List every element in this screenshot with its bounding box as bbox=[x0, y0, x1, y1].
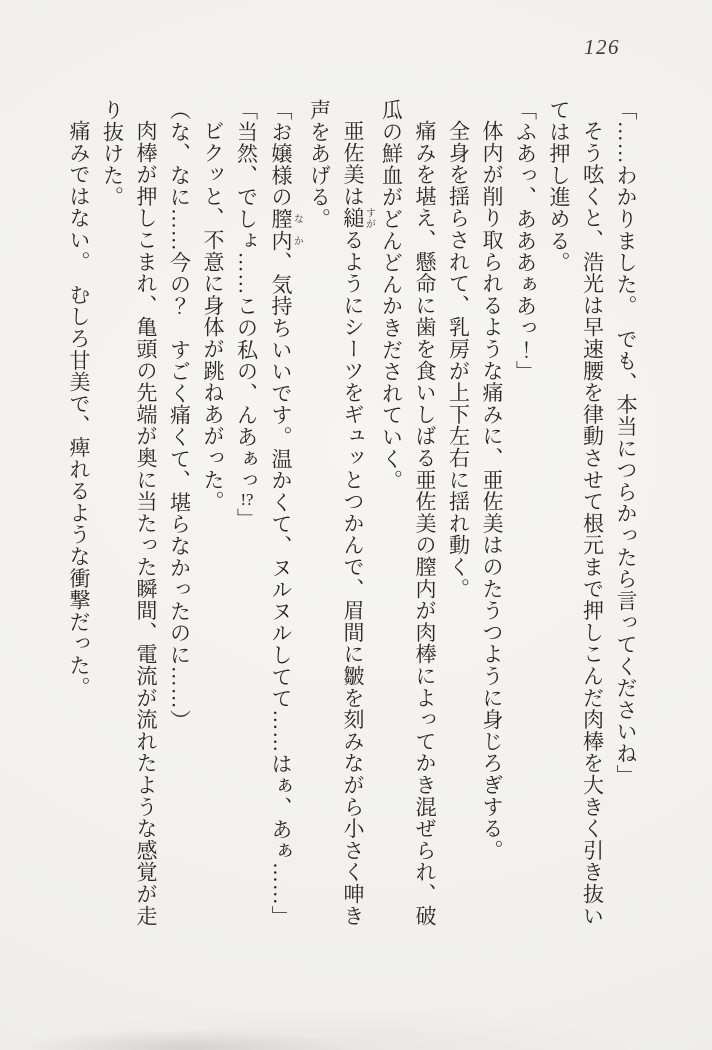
text-line-9: 亜佐美は縋すがるようにシーツをギュッとつかんで、眉間に皺を刻みながら小さく呻き bbox=[341, 120, 375, 927]
page-text bbox=[62, 99, 643, 969]
text-line-7: 痛みを堪え、懸命に歯を食いしばる亜佐美の膣内が肉棒によってかき混ぜられ、破 bbox=[413, 120, 437, 927]
text-line-3: ては押し進める。 bbox=[547, 99, 571, 274]
text-line-14: （な、なに……今の？ すごく痛くて、堪らなかったのに……） bbox=[167, 99, 192, 732]
text-line-16: り抜けた。 bbox=[100, 99, 125, 208]
text-line-12: 「当然、でしょ……この私の、んあぁっ!?」 bbox=[234, 99, 259, 531]
text-line-15: 肉棒が押しこまれ、亀頭の先端が奥に当たった瞬間、電流が流れたような感覚が走 bbox=[134, 120, 158, 927]
exclamation-question-mark: !? bbox=[240, 491, 254, 509]
text-line-10: 声をあげる。 bbox=[307, 99, 332, 230]
page-number: 126 bbox=[584, 35, 620, 59]
text-line-8: 瓜の鮮血がどんどんかきだされていく。 bbox=[379, 99, 404, 492]
furigana-base: 縋すが bbox=[341, 207, 375, 230]
furigana-base: 膣内なか bbox=[269, 208, 303, 252]
text-line-11: 「お嬢様の膣内なか、気持ちいいです。温かくて、ヌルヌルしてて……はぁ、あぁ……」 bbox=[269, 99, 303, 928]
furigana-text: すが bbox=[363, 207, 375, 230]
text-line-4: 「ふあっ、あああぁあっ！」 bbox=[513, 99, 538, 383]
text-line-6: 全身を揺らされて、乳房が上下左右に揺れ動く。 bbox=[446, 120, 471, 600]
furigana-text: なか bbox=[291, 208, 303, 252]
text-line-17: 痛みではない。 むしろ甘美で、痺れるような衝撃だった。 bbox=[67, 120, 91, 699]
text-line-1: 「……わかりました。 でも、本当につらかったら言ってくださいね」 bbox=[614, 99, 638, 787]
text-line-13: ビクッと、不意に身体が跳ねあがった。 bbox=[201, 120, 225, 513]
text-line-2: そう呟くと、浩光は早速腰を律動させて根元まで押しこんだ肉棒を大きく引き抜い bbox=[580, 120, 605, 927]
text-line-5: 体内が削り取られるような痛みに、亜佐美はのたうつように身じろぎする。 bbox=[480, 120, 504, 862]
